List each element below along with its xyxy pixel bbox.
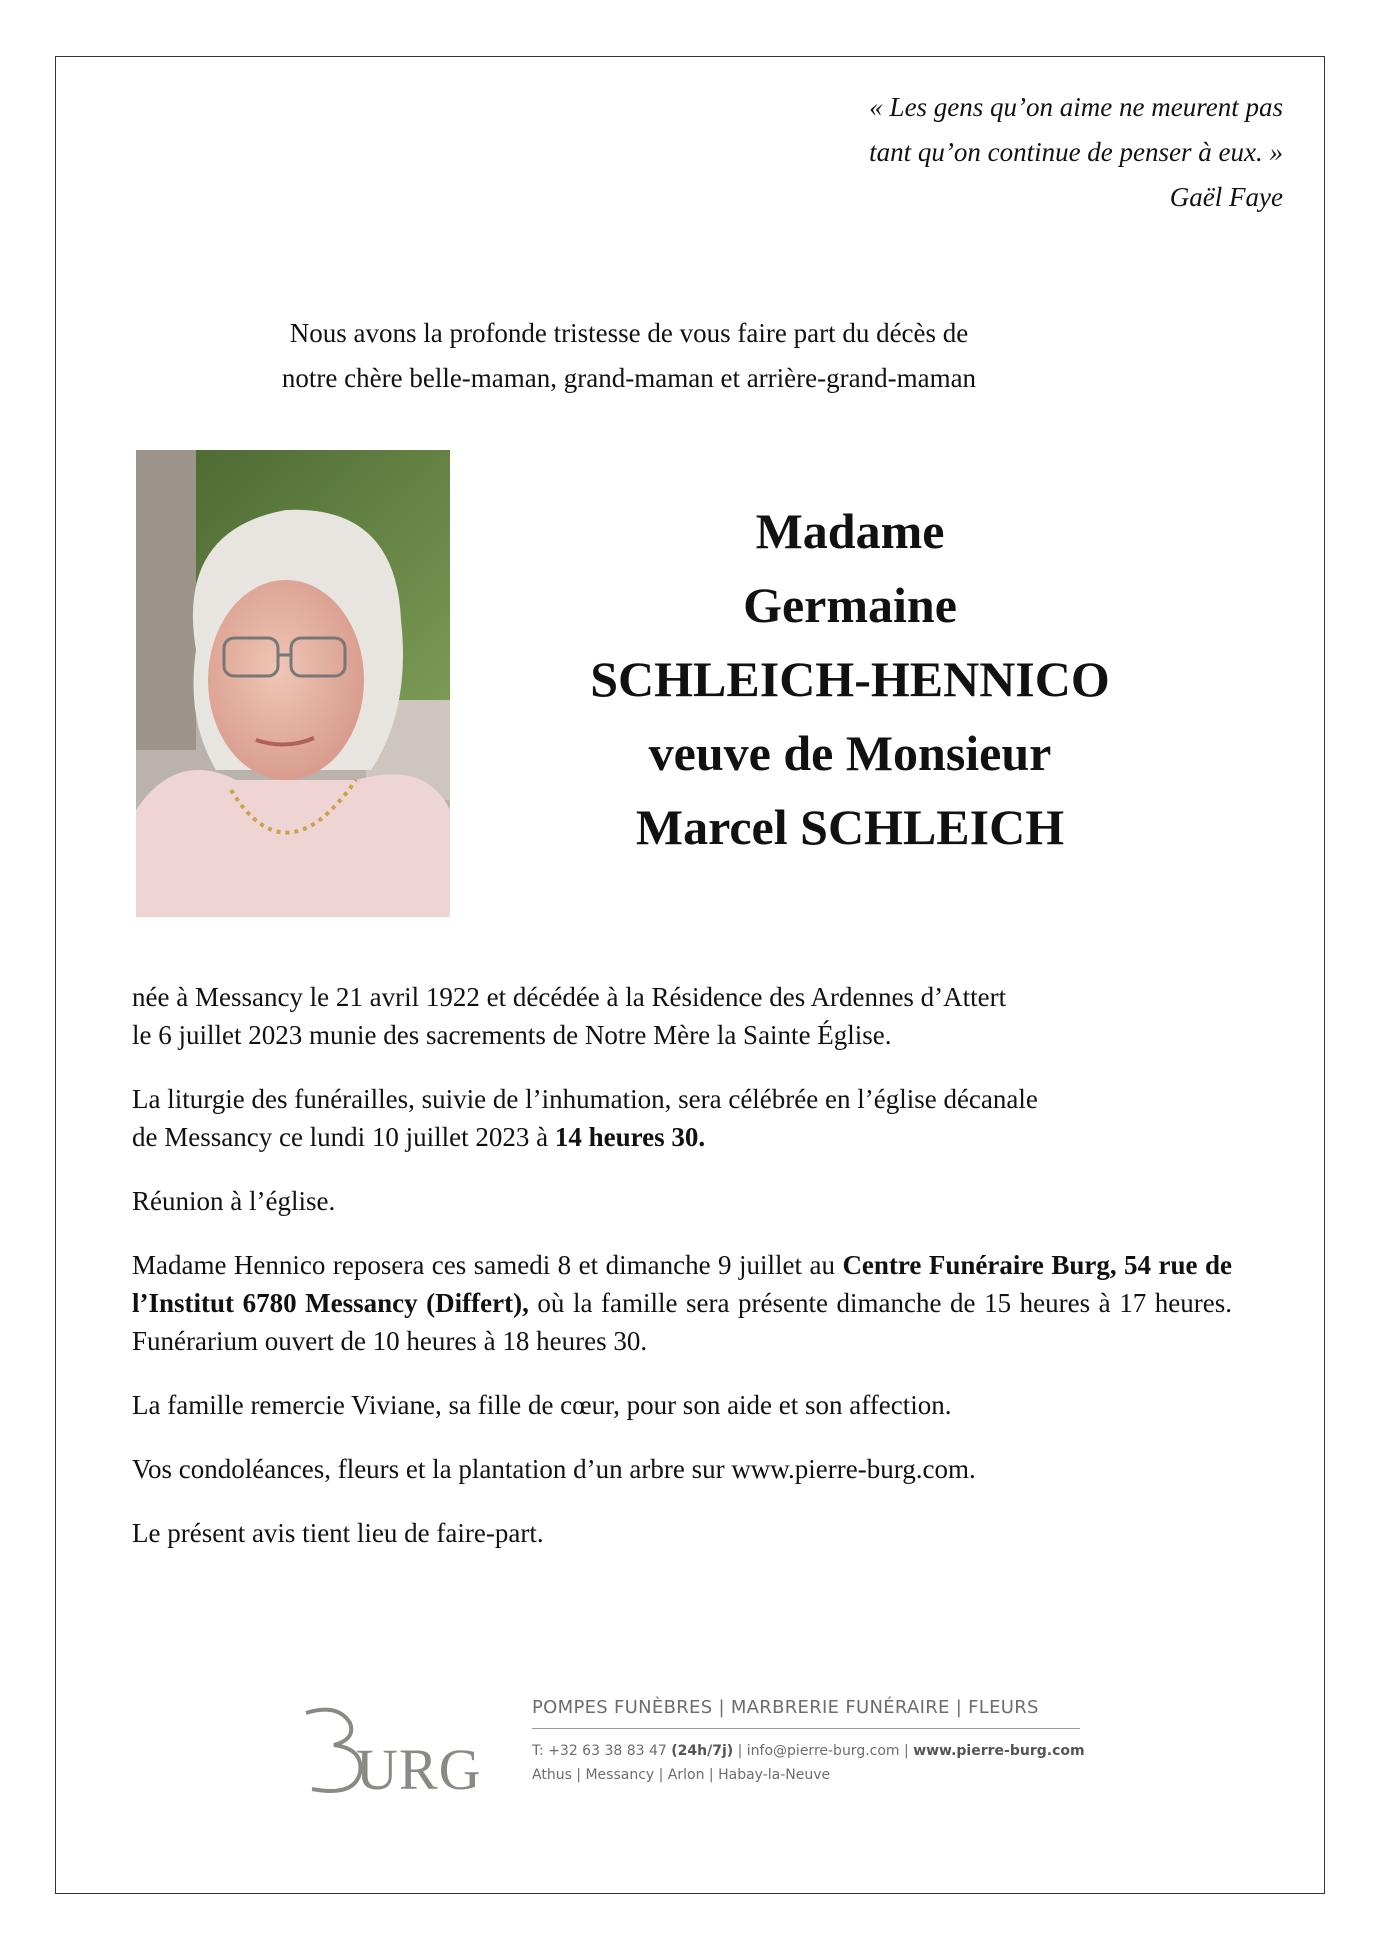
email-address[interactable]: info@pierre-burg.com [746, 1743, 900, 1759]
birth-line-1: née à Messancy le 21 avril 1922 et décédée à la Résidence des Ardennes d’Attert [132, 982, 1007, 1012]
condolences-paragraph: Vos condoléances, fleurs et la plantation d’un arbre sur www.pierre-burg.com. [132, 1454, 976, 1484]
birth-death-paragraph [132, 978, 1232, 1054]
svg-text:URG: URG [356, 1737, 482, 1795]
phone-hours: (24h/7j) [671, 1743, 734, 1759]
company-info [532, 1697, 1085, 1783]
quote-author: Gaël Faye [1169, 182, 1283, 212]
burg-logo [298, 1705, 488, 1795]
meeting-paragraph: Réunion à l’église. [132, 1186, 336, 1216]
separator: | [737, 1743, 747, 1759]
portrait-photo [136, 450, 450, 917]
separator: | [904, 1743, 914, 1759]
birth-line-2: le 6 juillet 2023 munie des sacrements de Notre Mère la Sainte Église. [132, 1020, 892, 1050]
spouse-name: Marcel SCHLEICH [635, 799, 1065, 855]
liturgy-line-2: de Messancy ce lundi 10 juillet 2023 à [132, 1122, 555, 1152]
phone-number: T: +32 63 38 83 47 [532, 1743, 667, 1759]
title-madame: Madame [755, 503, 945, 559]
widow-of: veuve de Monsieur [648, 725, 1052, 781]
notice-paragraph: Le présent avis tient lieu de faire-part. [132, 1518, 544, 1548]
locations-line: Athus | Messancy | Arlon | Habay-la-Neuve [532, 1767, 831, 1783]
surname: SCHLEICH-HENNICO [590, 651, 1110, 707]
viewing-hours: où la famille sera présente dimanche de 15 heures à 17 heures. Funérarium ouvert de 10 heures à 18 heures 30. [132, 1288, 1232, 1356]
epigraph-quote [869, 85, 1283, 220]
quote-line-2: tant qu’on continue de penser à eux. » [869, 137, 1283, 167]
viewing-intro: Madame Hennico reposera ces samedi 8 et dimanche 9 juillet au [132, 1250, 843, 1280]
intro-line-1: Nous avons la profonde tristesse de vous faire part du décès de [289, 318, 969, 348]
quote-line-1: « Les gens qu’on aime ne meurent pas [869, 92, 1283, 122]
funeral-center-address: Centre Funéraire Burg, 54 rue de l’Institut 6780 Messancy (Differt), [132, 1250, 1232, 1318]
liturgy-line-1: La liturgie des funérailles, suivie de l’inhumation, sera célébrée en l’église décanale [132, 1084, 1038, 1114]
viewing-paragraph [132, 1246, 1232, 1360]
liturgy-paragraph [132, 1080, 1232, 1156]
liturgy-time: 14 heures 30. [554, 1122, 706, 1152]
first-name: Germaine [743, 577, 957, 633]
deceased-name-block [460, 494, 1240, 864]
intro-line-2: notre chère belle-maman, grand-maman et arrière-grand-maman [281, 363, 977, 393]
announcement-intro [0, 311, 1318, 401]
announcement-body [132, 978, 1232, 1578]
services-line: POMPES FUNÈBRES | MARBRERIE FUNÉRAIRE | FLEURS [532, 1697, 1080, 1729]
contact-line [532, 1743, 1085, 1759]
thanks-paragraph: La famille remercie Viviane, sa fille de cœur, pour son aide et son affection. [132, 1390, 952, 1420]
website-link[interactable]: www.pierre-burg.com [913, 1743, 1085, 1759]
